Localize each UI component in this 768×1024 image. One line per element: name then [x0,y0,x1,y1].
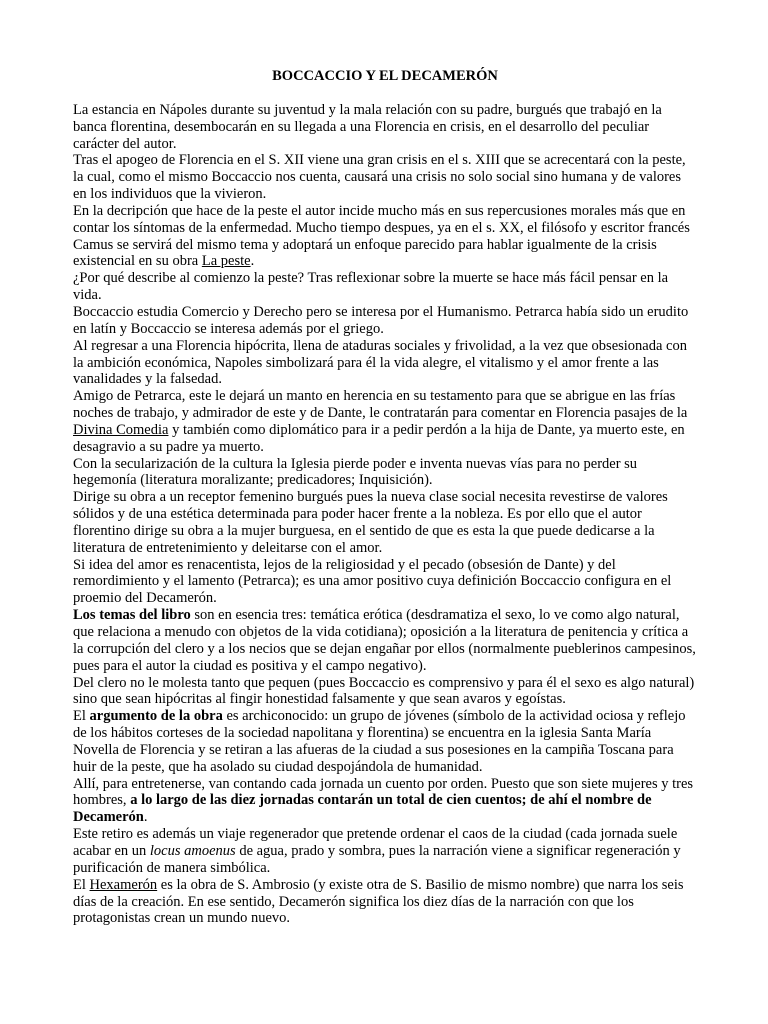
hexameron-link[interactable]: Hexamerón [89,876,158,893]
paragraph-text: . [143,809,148,826]
paragraph-text: El [73,708,90,725]
paragraph-text: Allí, para entretenerse, van contando cada jornada un cuento por orden. Puesto que son siete mujeres y tres hombres, [73,775,694,809]
paragraph-pregunta-peste: ¿Por qué describe al comienzo la peste? Tras reflexionar sobre la muerte se hace más fácil pensar en la vida. [73,270,669,304]
paragraph-text: . [250,253,255,270]
paragraph-clero: Del clero no le molesta tanto que pequen (pues Boccaccio es comprensivo y para él el sexo es algo natural) sino que sean hipócritas al fingir honestidad falsamente y que sean avaros y egoístas. [73,674,695,708]
paragraph-jornadas [73,776,697,827]
paragraph-temas-libro [73,607,697,674]
document-title: BOCCACCIO Y EL DECAMERÓN [272,68,498,84]
paragraph-text: Este retiro es además un viaje regenerador que pretende ordenar el caos de la ciudad (cada jornada suele acabar en un [73,826,678,859]
divina-comedia-link[interactable]: Divina Comedia [73,421,169,438]
paragraph-text: es archiconocido: un grupo de jóvenes (símbolo de la actividad ociosa y reflejo de los hábitos corteses de la sociedad napolitana y florentina) se encuentra en la iglesia Santa María Novella de Florencia y se retiran a las afueras de la ciudad a sus posesiones en la campiña Toscana para huir de la peste, que ha asolado su ciudad despojándola de humanidad. [73,708,686,775]
paragraph-amigo-petrarca [73,388,697,455]
paragraph-idea-amor: Si idea del amor es renacentista, lejos de la religiosidad y el pecado (obsesión de Dante) y del remordimiento y el lamento (Petrarca); es una amor positivo cuya definición Boccaccio configura en el proemio del Decamerón. [73,556,672,607]
paragraph-florencia-hipocrita: Al regresar a una Florencia hipócrita, llena de ataduras sociales y frivolidad, a la vez que obsesionada con la ambición económica, Napoles simbolizará para él la vida alegre, el vitalismo y el amor frente a las vanalidades y la falsedad. [73,337,687,388]
la-peste-link[interactable]: La peste [201,253,251,270]
paragraph-text: El [73,876,90,893]
bold-heading: argumento de la obra [89,708,223,725]
paragraph-napoles: La estancia en Nápoles durante su juventud y la mala relación con su padre, burgués que trabajó en la banca florentina, desembocarán en su llegada a una Florencia en crisis, en el desarrollo del peculiar carácter del autor. [73,101,662,152]
document-page [73,68,697,927]
paragraph-receptor-femenino: Dirige su obra a un receptor femenino burgués pues la nueva clase social necesita revestirse de valores sólidos y de una estética determinada para poder hacer frente a la nobleza. Es por ello que el autor florentino dirige su obra a la mujer burguesa, en el sentido de que es esta la que puede dedicarse a la literatura de entretenimiento y deleitarse con el amor. [73,489,668,556]
paragraph-argumento [73,708,697,775]
paragraph-text: es la obra de S. Ambrosio (y existe otra de S. Basilio de mismo nombre) que narra los seis días de la creación. En ese sentido, Decamerón significa los diez días de la narración con que los protagonistas crean un mundo nuevo. [73,876,684,927]
bold-heading: Los temas del libro [73,607,191,624]
paragraph-text: de agua, prado y sombra, pues la narración viene a significar regeneración y purificación de manera simbólica. [73,842,681,876]
paragraph-descripcion-peste [73,203,697,270]
paragraph-crisis-florencia: Tras el apogeo de Florencia en el S. XII viene una gran crisis en el s. XIII que se acrecentará con la peste, la cual, como el mismo Boccaccio nos cuenta, causará una crisis no solo social sino humana y de valores en los individuos que la vivieron. [73,152,686,203]
paragraph-retiro [73,826,697,877]
paragraph-text: y también como diplomático para ir a pedir perdón a la hija de Dante, ya muerto este, en desagravio a su padre ya muerto. [73,421,685,455]
paragraph-text: En la decripción que hace de la peste el autor incide mucho más en sus repercusiones morales más que en contar los síntomas de la enfermedad. Mucho tiempo despues, ya en el s. XX, el filósofo y escritor francés Camus se servirá del mismo tema y adoptará un enfoque parecido para hablar igualmente de la crisis existencial en su obra [73,202,690,270]
paragraph-text: son en esencia tres: temática erótica (desdramatiza el sexo, lo ve como algo natural, que relaciona a menudo con objetos de la vida cotidiana); oposición a la literatura de penitencia y crítica a la corrupción del clero y a los necios que se dejan engañar por ellos (normalmente pueblerinos campesinos, pues para el autor la ciudad es positiva y el campo negativo). [73,607,696,674]
italic-term: locus amoenus [149,842,236,859]
bold-highlight: a lo largo de las diez jornadas contarán un total de cien cuentos; de ahí el nombre de Decamerón [73,792,652,826]
paragraph-secularizacion: Con la secularización de la cultura la Iglesia pierde poder e inventa nuevas vías para no perder su hegemonía (literatura moralizante; predicadores; Inquisición). [73,455,638,489]
paragraph-text: Amigo de Petrarca, este le dejará un manto en herencia en su testamento para que se abrigue en las frías noches de trabajo, y admirador de este y de Dante, le contratarán para comentar en Florencia pasajes de la [73,388,688,422]
paragraph-hexameron [73,877,697,928]
paragraph-estudios: Boccaccio estudia Comercio y Derecho pero se interesa por el Humanismo. Petrarca había sido un erudito en latín y Boccaccio se interesa además por el griego. [73,303,689,337]
